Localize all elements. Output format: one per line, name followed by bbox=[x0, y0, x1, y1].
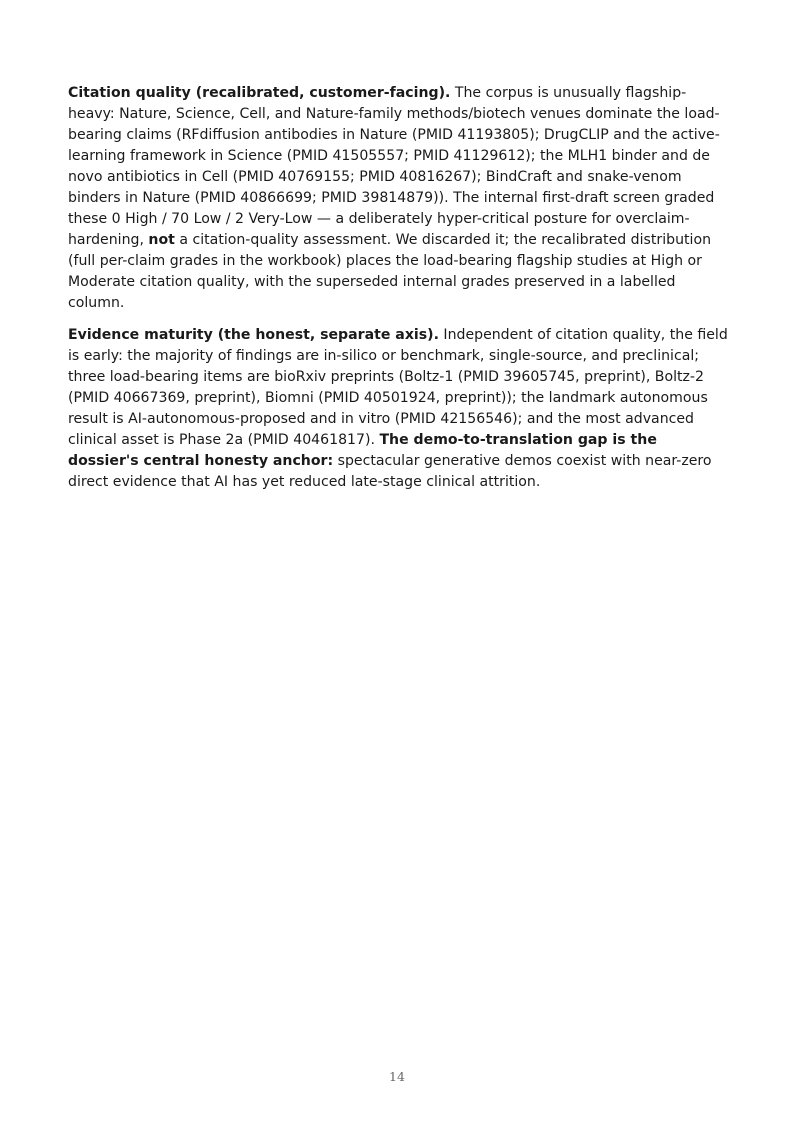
document-body bbox=[68, 83, 728, 504]
page-number: 14 bbox=[389, 1069, 405, 1084]
paragraph-heading: Evidence maturity (the honest, separate axis). bbox=[68, 327, 439, 343]
paragraph-citation-quality bbox=[68, 83, 728, 314]
paragraph-text: a citation-quality assessment. We discarded it; the recalibrated distribution (full per-claim grades in the workbook) places the load-bearing flagship studies at High or Moderate citation quality, with the superseded internal grades preserved in a labelled column. bbox=[68, 232, 711, 311]
paragraph-heading: Citation quality (recalibrated, customer-facing). bbox=[68, 85, 451, 101]
emphasis-text: not bbox=[148, 232, 175, 248]
paragraph-text: The corpus is unusually flagship-heavy: Nature, Science, Cell, and Nature-family methods/biotech venues dominate the load-bearing claims (RFdiffusion antibodies in Nature (PMID 41193805); DrugCLIP and the active-learning framework in Science (PMID 41505557; PMID 41129612); the MLH1 binder and de novo antibiotics in Cell (PMID 40769155; PMID 40816267); BindCraft and snake-venom binders in Nature (PMID 40866699; PMID 39814879)). The internal first-draft screen graded these 0 High / 70 Low / 2 Very-Low — a deliberately hyper-critical posture for overclaim-hardening, bbox=[68, 85, 720, 248]
paragraph-text: spectacular generative demos coexist with near-zero direct evidence that AI has yet reduced late-stage clinical attrition. bbox=[68, 453, 712, 490]
paragraph-evidence-maturity bbox=[68, 325, 728, 493]
emphasis-text: The demo-to-translation gap is the dossier's central honesty anchor: bbox=[68, 432, 657, 469]
paragraph-text: Independent of citation quality, the field is early: the majority of findings are in-silico or benchmark, single-source, and preclinical; three load-bearing items are bioRxiv preprints (Boltz-1 (PMID 39605745, preprint), Boltz-2 (PMID 40667369, preprint), Biomni (PMID 40501924, preprint)); the landmark autonomous result is AI-autonomous-proposed and in vitro (PMID 42156546); and the most advanced clinical asset is Phase 2a (PMID 40461817). bbox=[68, 327, 728, 448]
